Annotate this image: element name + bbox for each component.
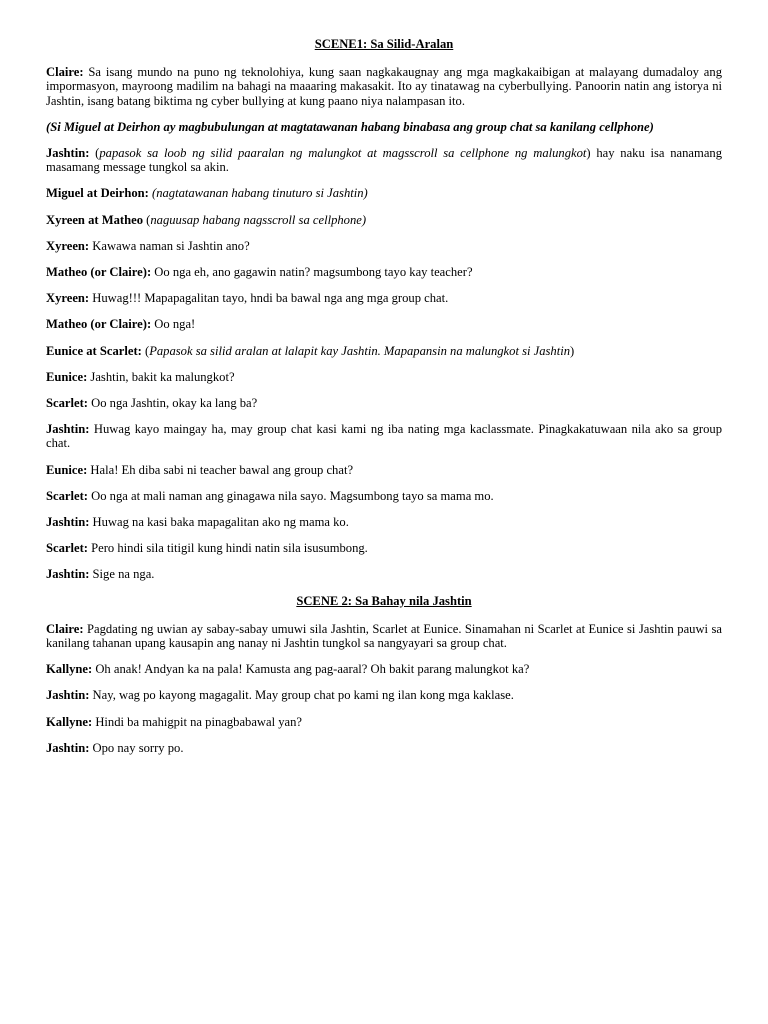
dialogue-line [46,741,722,755]
stage-direction [46,120,722,134]
dialogue-text: ( [89,146,100,161]
direction-text: (nagtatawanan habang tinuturo si Jashtin) [152,186,368,201]
speaker-name: Scarlet: [46,541,88,556]
dialogue-text: Pero hindi sila titigil kung hindi natin sila isusumbong. [87,541,368,556]
speaker-name: Kallyne: [46,662,93,677]
dialogue-text: Nay, wag po kayong magagalit. May group chat po kami ng ilan kong mga kaklase. [89,688,514,703]
dialogue-line [46,396,722,410]
dialogue-text: ) [570,343,575,358]
dialogue-line [46,239,722,253]
speaker-name: Jashtin: [46,515,90,530]
speaker-name: Jashtin: [46,740,90,755]
dialogue-text: ) hay naku isa nanamang masamang message tungkol sa akin. [46,146,723,175]
dialogue-text: Sa isang mundo na puno ng teknolohiya, kung saan nagkakaugnay ang mga magkakaibigan at malayang dumadaloy ang impormasyon, mayroong madilim na bahagi na maaaring makasakit. Ito ay tinatawag na cyberbullying. Panoorin natin ang istorya ni Jashtin, isang batang biktima ng cyber bullying at kung paano niya nalampasan ito. [46,65,722,108]
dialogue-text: Oo nga at mali naman ang ginagawa nila sayo. Magsumbong tayo sa mama mo. [87,488,494,503]
scene-title: SCENE 2: Sa Bahay nila Jashtin [296,593,472,608]
direction-text: naguusap habang nagsscroll sa cellphone) [150,212,367,227]
speaker-name: Matheo (or Claire): [46,265,152,280]
dialogue-line [46,422,722,450]
speaker-name: Jashtin: [46,422,90,437]
speaker-name: Scarlet: [46,488,88,503]
dialogue-line [46,265,722,279]
dialogue-line [46,489,722,503]
speaker-name: Jashtin: [46,567,90,582]
dialogue-line [46,291,722,305]
dialogue-text: ( [143,212,151,227]
speaker-name: Xyreen: [46,291,90,306]
speaker-name: Matheo (or Claire): [46,317,152,332]
speaker-name: Eunice: [46,369,88,384]
speaker-name: Kallyne: [46,714,93,729]
dialogue-line [46,688,722,702]
dialogue-text: Kawawa naman si Jashtin ano? [89,238,250,253]
dialogue-text: Hindi ba mahigpit na pinagbabawal yan? [92,714,303,729]
speaker-name: Xyreen: [46,238,90,253]
dialogue-line [46,662,722,676]
dialogue-line [46,715,722,729]
dialogue-text: ( [141,343,150,358]
speaker-name: Eunice: [46,462,88,477]
script-document [46,37,722,767]
dialogue-text: Sige na nga. [89,567,155,582]
dialogue-text: Huwag!!! Mapapagalitan tayo, hndi ba bawal nga ang mga group chat. [89,291,449,306]
speaker-name: Jashtin: [46,688,90,703]
dialogue-line [46,622,722,650]
speaker-name: Scarlet: [46,396,88,411]
dialogue-line [46,146,722,174]
dialogue-line [46,370,722,384]
speaker-name: Claire: [46,65,84,80]
stage-direction-text: (Si Miguel at Deirhon ay magbubulungan at magtatawanan habang binabasa ang group chat sa kanilang cellphone) [46,119,654,134]
dialogue-text: Oh anak! Andyan ka na pala! Kamusta ang pag-aaral? Oh bakit parang malungkot ka? [92,662,530,677]
dialogue-line [46,317,722,331]
dialogue-line [46,463,722,477]
speaker-name: Claire: [46,621,84,636]
direction-text: Papasok sa silid aralan at lalapit kay Jashtin. Mapapansin na malungkot si Jashtin [149,343,571,358]
dialogue-text: Oo nga eh, ano gagawin natin? magsumbong tayo kay teacher? [151,265,473,280]
dialogue-line [46,515,722,529]
dialogue-text: Oo nga Jashtin, okay ka lang ba? [87,396,258,411]
dialogue-text: Pagdating ng uwian ay sabay-sabay umuwi sila Jashtin, Scarlet at Eunice. Sinamahan ni Scarlet at Eunice si Jashtin pauwi sa kanilang tahanan upang kausapin ang nanay ni Jashtin tungkol sa nangyayari sa group chat. [46,621,722,651]
scene-title: SCENE1: Sa Silid-Aralan [314,37,454,51]
dialogue-line [46,567,722,581]
dialogue-text: Jashtin, bakit ka malungkot? [87,369,235,384]
dialogue-text: Oo nga! [151,317,196,332]
speaker-name: Jashtin: [46,146,90,161]
speaker-name: Miguel at Deirhon: [46,186,149,201]
dialogue-text: Hala! Eh diba sabi ni teacher bawal ang group chat? [87,462,354,477]
dialogue-line [46,186,722,200]
dialogue-line [46,213,722,227]
dialogue-text: Huwag kayo maingay ha, may group chat kasi kami ng iba nating mga kaclassmate. Pinagkakatuwaan nila ako sa group chat. [46,422,722,451]
speaker-name: Eunice at Scarlet: [46,343,142,358]
dialogue-line [46,344,722,358]
dialogue-line [46,65,722,108]
speaker-name: Xyreen at Matheo [46,212,143,227]
dialogue-line [46,541,722,555]
dialogue-text: Opo nay sorry po. [89,740,184,755]
dialogue-text: Huwag na kasi baka mapagalitan ako ng mama ko. [89,515,349,530]
direction-text: papasok sa loob ng silid paaralan ng malungkot at magsscroll sa cellphone ng malungkot [99,146,587,161]
